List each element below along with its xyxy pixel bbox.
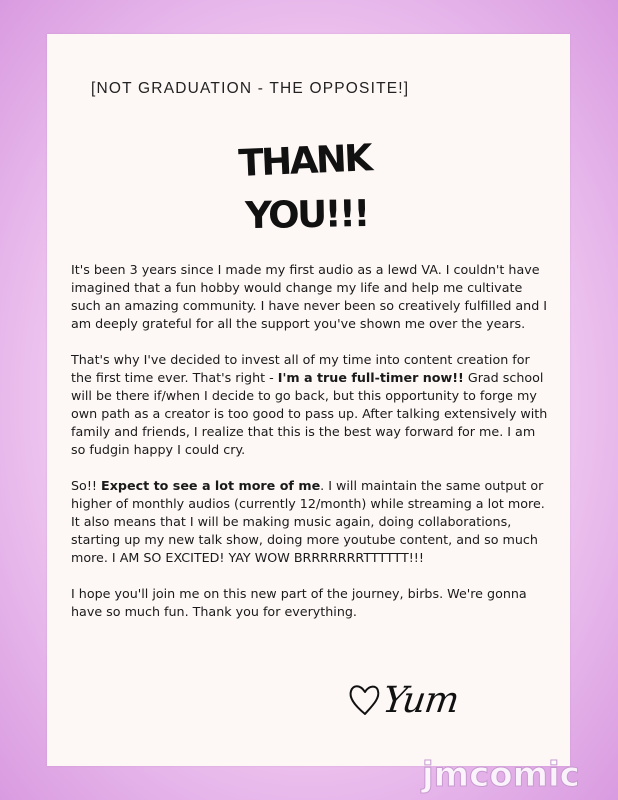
emphasis-text: I'm a true full-timer now!! — [277, 370, 464, 385]
paragraph-1 — [71, 261, 553, 333]
emphasis-text: Expect to see a lot more of me — [101, 478, 321, 493]
signature — [347, 680, 477, 730]
letter-body — [71, 261, 553, 639]
paragraph-text: . I will maintain the same output or higher of monthly audios (currently 12/month) while streaming a lot more. It also means that I will be making music again, doing collaborations, starting up my new talk show, doing more youtube content, and so much more. I AM SO EXCITED! YAY WOW BRRRRRRRTTTTTT!!! — [71, 478, 545, 565]
paragraph-text: I hope you'll join me on this new part of the journey, birbs. We're gonna have so much fun. Thank you for everything. — [71, 586, 527, 619]
watermark-text: jmcomic — [422, 755, 580, 795]
paragraph-text: It's been 3 years since I made my first audio as a lewd VA. I couldn't have imagined that a fun hobby would change my life and help me cultivate such an amazing community. I have never been so creatively fulfilled and I am deeply grateful for all the support you've shown me over the years. — [71, 262, 548, 331]
paragraph-2 — [71, 351, 553, 459]
letter-page — [47, 34, 570, 766]
title-heading — [47, 134, 570, 242]
paragraph-3 — [71, 477, 553, 567]
paragraph-text: That's why I've decided to invest all of my time into content creation for the first time ever. That's right - — [71, 352, 530, 385]
paragraph-text: So!! — [71, 478, 102, 493]
paragraph-text: Grad school will be there if/when I decide to go back, but this opportunity to forge my own path as a creator is too good to pass up. After talking extensively with family and friends, I realize that this is the best way forward for me. I am so fudgin happy I could cry. — [71, 370, 548, 457]
jmcomic-watermark — [420, 752, 616, 796]
heart-icon — [347, 680, 383, 720]
title-line-2: YOU!!! — [244, 191, 369, 238]
title-line-1: THANK — [237, 136, 372, 186]
signature-text: Yum — [380, 680, 461, 721]
tagline: [NOT GRADUATION - THE OPPOSITE!] — [91, 80, 410, 97]
paragraph-4 — [71, 585, 553, 621]
